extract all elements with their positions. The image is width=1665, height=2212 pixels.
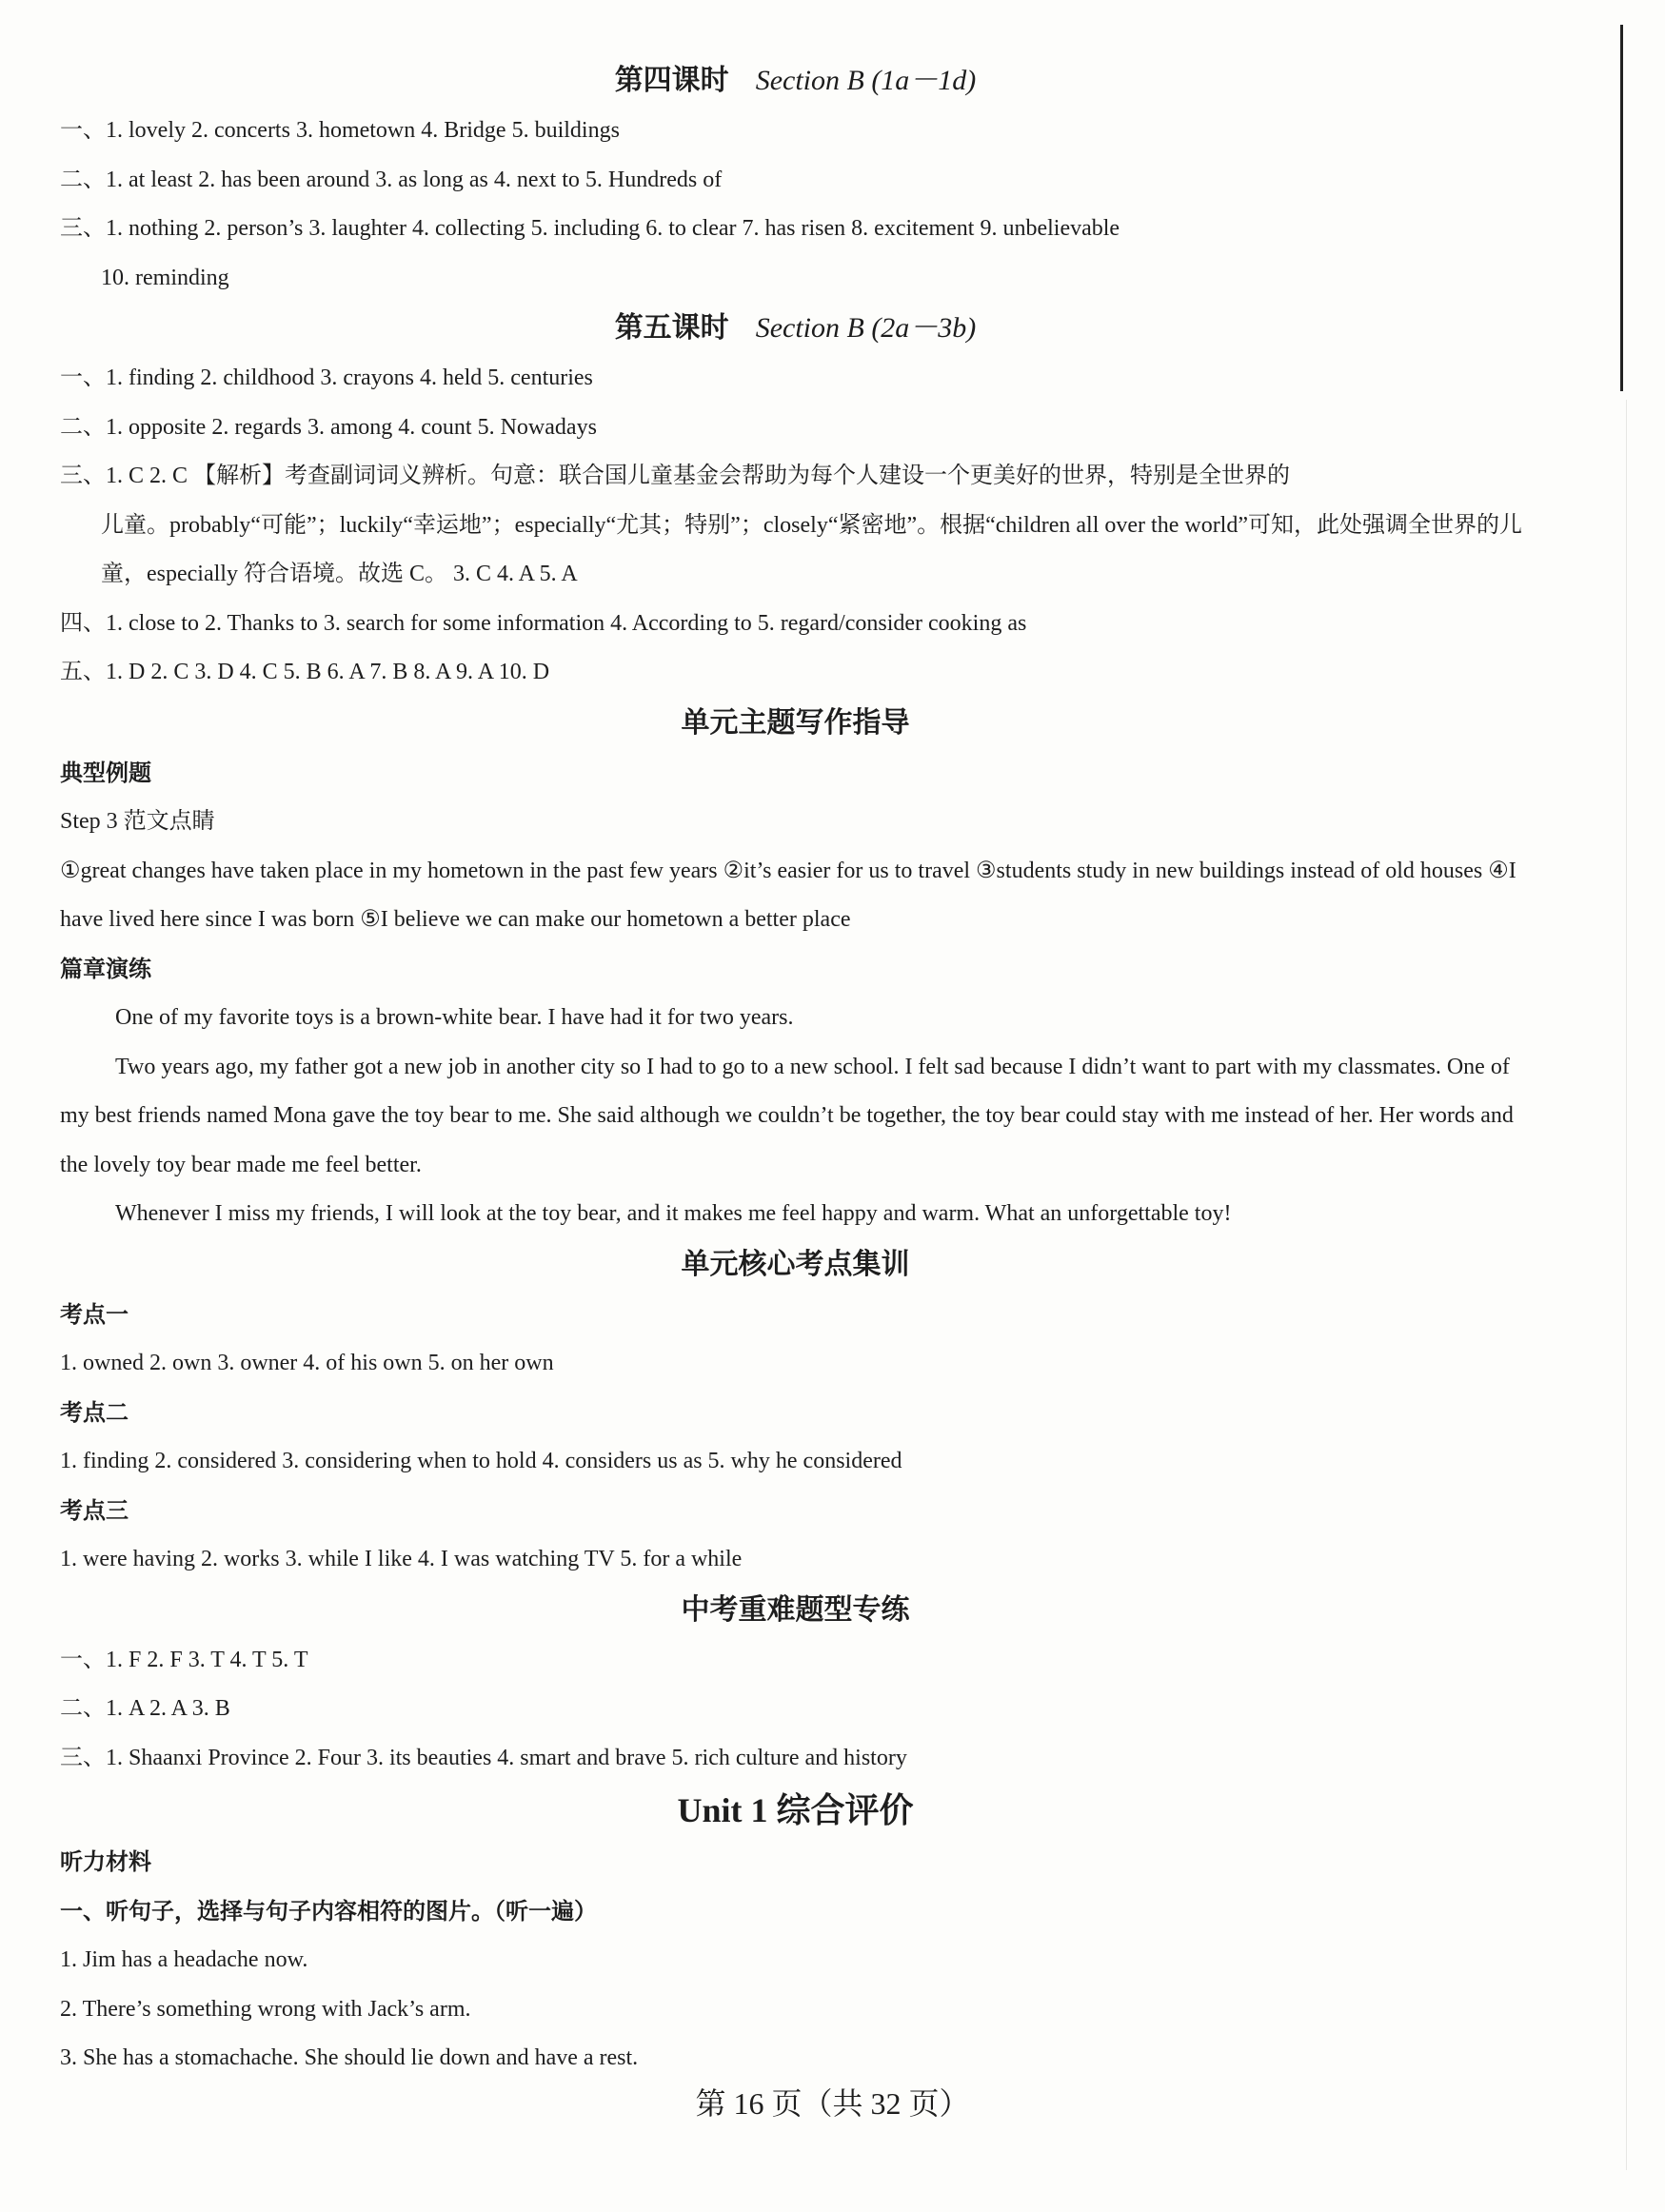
page-content xyxy=(60,55,1531,2084)
answer-line: 四、1. close to 2. Thanks to 3. search for some information 4. According to 5. regard/consider cooking as xyxy=(60,610,1027,636)
essay-paragraph: One of my favorite toys is a brown-white bear. I have had it for two years. xyxy=(115,1005,794,1030)
analysis-text: 儿童。probably“可能”；luckily“幸运地”；especially“尤其；特别”；closely“紧密地”。根据“children all over the world”可知，此处强调全世界的儿童，especially 符合语境。故选 C。 3. C 4. A 5. A xyxy=(101,512,1523,586)
model-text: ①great changes have taken place in my hometown in the past few years ②it’s easier for us to travel ③students study in new buildings instead of old houses ④I have lived here since I was born ⑤I believe we can make our hometown a better place xyxy=(60,858,1516,932)
writing-heading: 单元主题写作指导 xyxy=(681,705,910,740)
answer-line: 二、1. opposite 2. regards 3. among 4. count 5. Nowadays xyxy=(60,414,597,440)
lesson4-heading xyxy=(60,55,1531,107)
page-footer: 第 16 页（共 32 页） xyxy=(695,2086,970,2121)
listening-q1-title: 一、听句子，选择与句子内容相符的图片。（听一遍） xyxy=(60,1897,597,1925)
answer-line: 一、1. F 2. F 3. T 4. T 5. T xyxy=(60,1647,308,1672)
exam-heading: 中考重难题型专练 xyxy=(681,1592,910,1627)
core-point-answers: 1. owned 2. own 3. owner 4. of his own 5. on her own xyxy=(60,1351,554,1375)
core-point-answers: 1. finding 2. considered 3. considering when to hold 4. considers us as 5. why he considered xyxy=(60,1449,902,1473)
answer-line: 三、1. Shaanxi Province 2. Four 3. its beauties 4. smart and brave 5. rich culture and history xyxy=(60,1745,907,1770)
essay-paragraph: Two years ago, my father got a new job in another city so I had to go to a new school. I felt sad because I didn’t want to part with my classmates. One of my best friends named Mona gave the toy bear to me. She said although we couldn’t be together, the toy bear could stay with me instead of her. Her words and the lovely toy bear made me feel better. xyxy=(60,1054,1514,1177)
lesson5-section: Section B (2a－3b) xyxy=(755,312,977,344)
practice-label: 篇章演练 xyxy=(60,955,151,982)
core-point-label: 考点三 xyxy=(60,1496,129,1524)
lesson4-section: Section B (1a－1d) xyxy=(755,65,977,96)
lesson4-title: 第四课时 xyxy=(614,64,729,97)
core-point-label: 考点二 xyxy=(60,1398,129,1426)
page-edge-line xyxy=(1620,25,1623,391)
listening-sentence: 2. There’s something wrong with Jack’s arm. xyxy=(60,1996,471,2022)
answer-line-with-analysis: 三、1. C 2. C 【解析】考查副词词义辨析。句意：联合国儿童基金会帮助为每个人建设一个更美好的世界，特别是全世界的 xyxy=(60,464,1291,488)
answer-line: 三、1. nothing 2. person’s 3. laughter 4. collecting 5. including 6. to clear 7. has risen 8. excitement 9. unbelievable xyxy=(60,216,1120,241)
answer-line: 一、1. lovely 2. concerts 3. hometown 4. Bridge 5. buildings xyxy=(60,118,620,143)
page-edge-faint xyxy=(1626,400,1627,2170)
example-label: 典型例题 xyxy=(60,759,151,786)
lesson5-heading xyxy=(60,303,1531,354)
lesson5-title: 第五课时 xyxy=(614,311,729,345)
listening-sentence: 3. She has a stomachache. She should lie down and have a rest. xyxy=(60,2045,639,2070)
core-point-label: 考点一 xyxy=(60,1300,129,1328)
unit-heading: Unit 1 综合评价 xyxy=(677,1791,914,1829)
listening-label: 听力材料 xyxy=(60,1848,151,1875)
answer-line: 二、1. at least 2. has been around 3. as long as 4. next to 5. Hundreds of xyxy=(60,167,723,192)
answer-line: 二、1. A 2. A 3. B xyxy=(60,1696,230,1721)
core-heading: 单元核心考点集训 xyxy=(681,1247,910,1281)
core-point-answers: 1. were having 2. works 3. while I like 4. I was watching TV 5. for a while xyxy=(60,1547,743,1571)
listening-sentence: 1. Jim has a headache now. xyxy=(60,1947,308,1972)
essay-paragraph: Whenever I miss my friends, I will look at the toy bear, and it makes me feel happy and warm. What an unforgettable toy! xyxy=(115,1201,1232,1226)
answer-line: 一、1. finding 2. childhood 3. crayons 4. held 5. centuries xyxy=(60,365,593,390)
answer-line-cont: 10. reminding xyxy=(101,265,229,290)
step-label: Step 3 范文点睛 xyxy=(60,809,215,834)
answer-line: 五、1. D 2. C 3. D 4. C 5. B 6. A 7. B 8. A 9. A 10. D xyxy=(60,660,550,684)
